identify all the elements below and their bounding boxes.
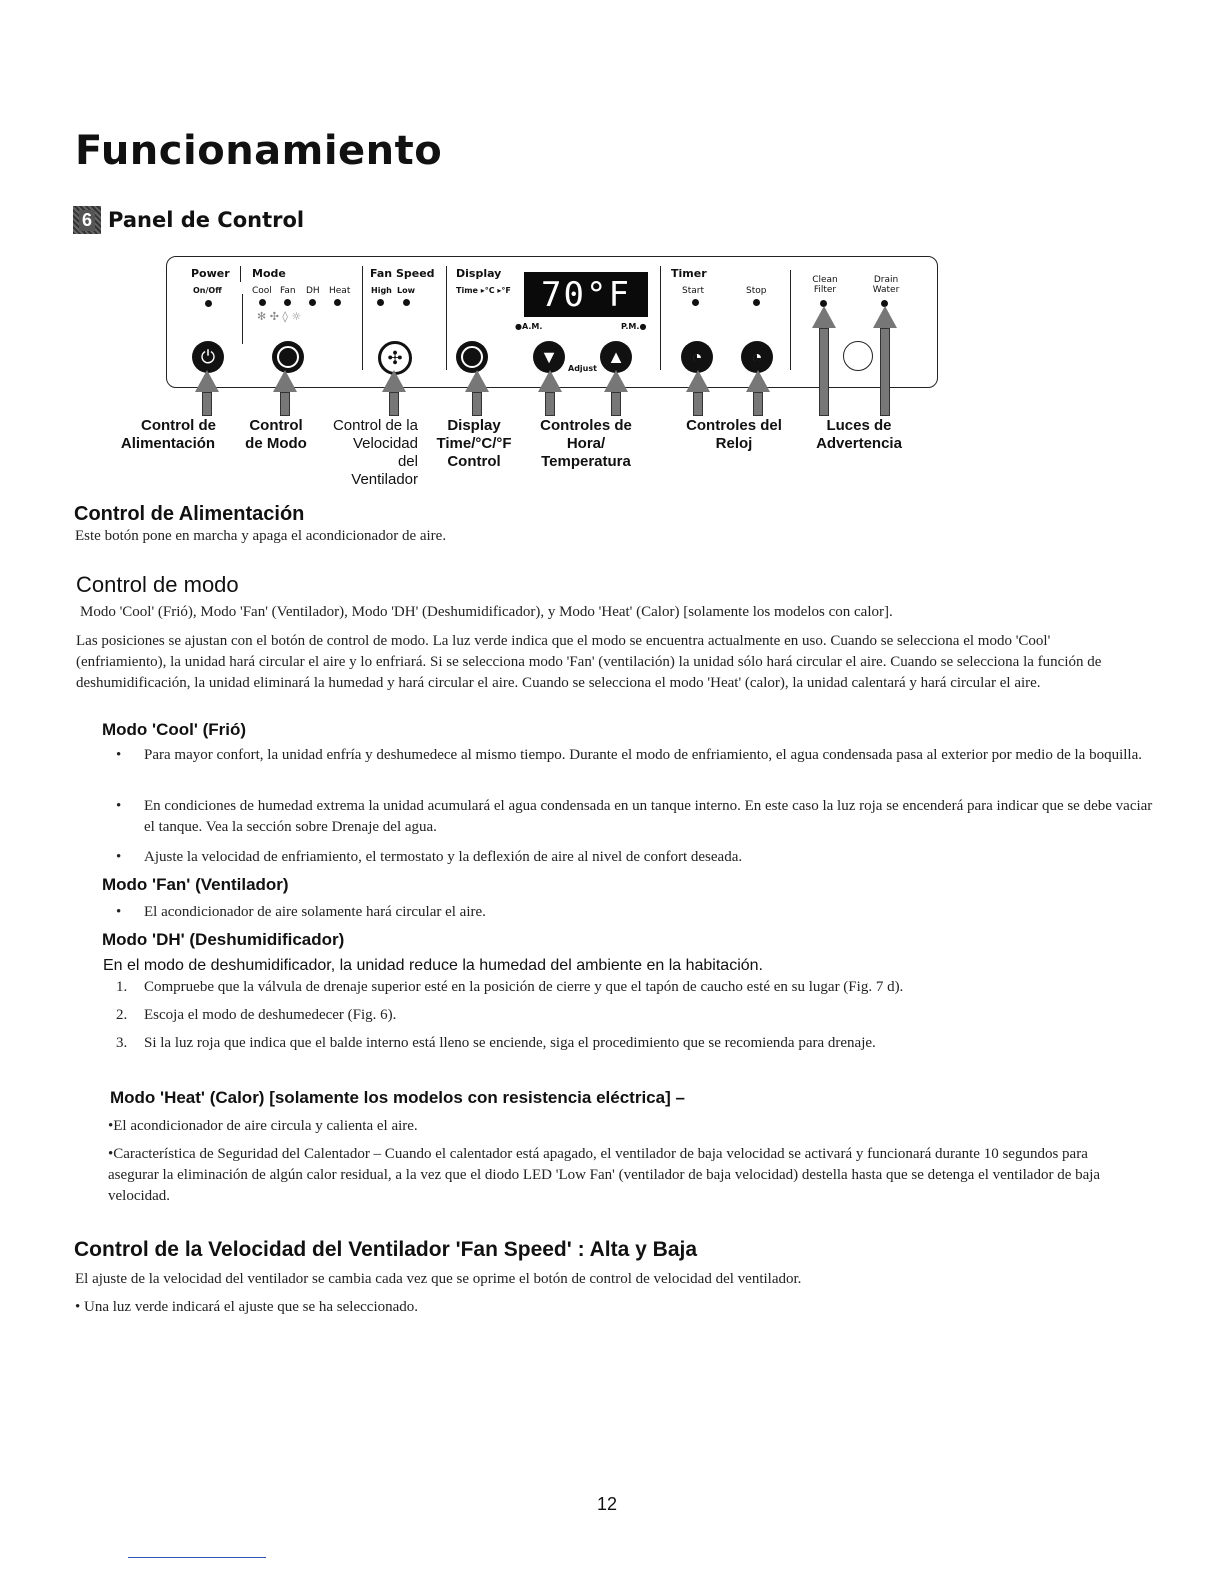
- mode-label: Mode: [252, 267, 286, 280]
- section-number-badge: 6: [73, 206, 101, 234]
- mode-option-fan: Fan: [280, 286, 296, 296]
- timer-start-label: Start: [682, 286, 704, 296]
- timer-label: Timer: [671, 267, 707, 280]
- divider: [446, 266, 447, 370]
- section-heading: [73, 206, 304, 234]
- mode-led: [309, 299, 316, 306]
- timer-start-led: [692, 299, 699, 306]
- pm-indicator: P.M.●: [621, 322, 647, 331]
- cool-bullet: • Ajuste la velocidad de enfriamiento, el termostato y la deflexión de aire al nivel de confort deseada.: [116, 849, 743, 865]
- fan-heading: Modo 'Fan' (Ventilador): [102, 875, 289, 894]
- divider: [242, 294, 243, 344]
- fan-speed-section-heading: Control de la Velocidad del Ventilador 'Fan Speed' : Alta y Baja: [74, 1238, 698, 1261]
- display-sub-label: Time ▸°C ▸°F: [456, 286, 511, 295]
- timer-stop-label: Stop: [746, 286, 767, 296]
- mode-led: [259, 299, 266, 306]
- power-section-text: Este botón pone en marcha y apaga el acondicionador de aire.: [75, 528, 447, 544]
- mode-option-heat: Heat: [329, 286, 351, 296]
- fan-speed-section-text: El ajuste de la velocidad del ventilador se cambia cada vez que se oprime el botón de control de velocidad del ventilador.: [75, 1271, 802, 1287]
- heat-bullet: •Característica de Seguridad del Calentador – Cuando el calentador está apagado, el ventilador de baja velocidad se activará y funcionará durante 10 segundos para asegurar la eliminación de algún calor residual, a la vez que el diodo LED 'Low Fan' (ventilador de baja velocidad) destella hasta que se detenga el ventilador de baja velocidad.: [108, 1146, 1101, 1204]
- divider: [240, 266, 241, 282]
- dh-step: 1. Compruebe que la válvula de drenaje superior esté en la posición de cierre y que el tapón de caucho esté en su lugar (Fig. 7 d).: [116, 979, 904, 995]
- mode-section-intro: Modo 'Cool' (Frió), Modo 'Fan' (Ventilador), Modo 'DH' (Deshumidificador), y Modo 'Heat' (Calor) [solamente los modelos con calor].: [80, 604, 893, 620]
- fan-speed-section-bullet: • Una luz verde indicará el ajuste que se ha seleccionado.: [75, 1299, 419, 1315]
- fan-speed-led: [377, 299, 384, 306]
- callout-time-temp: Controles de Hora/ Temperatura: [540, 417, 632, 470]
- page-title: Funcionamiento: [75, 128, 443, 174]
- fan-speed-button[interactable]: ✣: [378, 341, 412, 375]
- power-led: [205, 300, 212, 307]
- timer-start-button[interactable]: ◔: [681, 341, 713, 373]
- callout-warning-lights: Luces de Advertencia: [816, 417, 902, 452]
- dh-step: 3. Si la luz roja que indica que el balde interno está lleno se enciende, siga el procedimiento que se recomienda para drenaje.: [116, 1035, 876, 1051]
- timer-stop-led: [753, 299, 760, 306]
- clean-filter-label: Clean Filter: [812, 275, 838, 295]
- display-label: Display: [456, 267, 502, 280]
- mode-section-heading: Control de modo: [76, 572, 239, 597]
- mode-icons: ✻ ✣ ◊ ☼: [257, 310, 302, 323]
- divider: [790, 270, 791, 370]
- adjust-down-button[interactable]: ▼: [533, 341, 565, 373]
- callout-power: Control de Alimentación: [120, 417, 216, 452]
- timer-stop-button[interactable]: ◔: [741, 341, 773, 373]
- adjust-up-button[interactable]: ▲: [600, 341, 632, 373]
- warning-light-ring: [843, 341, 873, 371]
- dh-intro: En el modo de deshumidificador, la unidad reduce la humedad del ambiente en la habitación.: [103, 957, 763, 974]
- drain-water-label: Drain Water: [872, 275, 900, 295]
- callout-mode: Control de Modo: [245, 417, 307, 452]
- callout-display: Display Time/°C/°F Control: [436, 417, 512, 470]
- display-button[interactable]: [456, 341, 488, 373]
- cool-bullet: • Para mayor confort, la unidad enfría y deshumedece al mismo tiempo. Durante el modo de enfriamiento, el agua condensada pasa al exterior por medio de la boquilla.: [116, 747, 1142, 763]
- fan-speed-high: High: [371, 286, 392, 295]
- mode-option-dh: DH: [306, 286, 320, 296]
- footer-rule: [128, 1557, 266, 1558]
- fan-bullet: • El acondicionador de aire solamente hará circular el aire.: [116, 904, 486, 920]
- dh-step: 2. Escoja el modo de deshumedecer (Fig. 6).: [116, 1007, 397, 1023]
- mode-led: [334, 299, 341, 306]
- cool-heading: Modo 'Cool' (Frió): [102, 720, 247, 739]
- temperature-display: 70°F: [524, 272, 648, 317]
- mode-section-body: Las posiciones se ajustan con el botón de control de modo. La luz verde indica que el modo se encuentra actualmente en uso. Cuando se selecciona el modo 'Cool' (enfriamiento), la unidad hará circular el aire y lo enfriará. Si se selecciona modo 'Fan' (ventilación) la unidad sólo hará circular el aire. Cuando se selecciona la función de deshumidificación, la unidad eliminará la humedad y hará circular el aire. Cuando se selecciona el modo 'Heat' (calor), la unidad calentará y hará circular el aire.: [76, 633, 1102, 691]
- divider: [660, 266, 661, 370]
- mode-led: [284, 299, 291, 306]
- mode-button[interactable]: [272, 341, 304, 373]
- heat-heading: Modo 'Heat' (Calor) [solamente los modelos con resistencia eléctrica] –: [110, 1088, 685, 1107]
- fan-speed-led: [403, 299, 410, 306]
- power-section-heading: Control de Alimentación: [74, 503, 305, 525]
- am-indicator: ●A.M.: [515, 322, 543, 331]
- callout-fan-speed: Control de la Velocidad del Ventilador: [332, 417, 418, 488]
- power-button[interactable]: ⏻: [192, 341, 224, 373]
- fan-speed-label: Fan Speed: [370, 267, 435, 280]
- divider: [362, 266, 363, 370]
- power-label: Power: [191, 267, 230, 280]
- heat-bullet: •El acondicionador de aire circula y calienta el aire.: [108, 1118, 418, 1134]
- mode-option-cool: Cool: [252, 286, 272, 296]
- section-title: Panel de Control: [108, 208, 305, 232]
- dh-heading: Modo 'DH' (Deshumidificador): [102, 930, 345, 949]
- cool-bullet: • En condiciones de humedad extrema la unidad acumulará el agua condensada en un tanque interno. En este caso la luz roja se encenderá para indicar que se debe vaciar el tanque. Vea la sección sobre Drenaje del agua.: [116, 798, 1153, 835]
- power-sub-label: On/Off: [193, 286, 222, 295]
- fan-speed-low: Low: [397, 286, 415, 295]
- adjust-label: Adjust: [568, 364, 597, 373]
- callout-clock: Controles del Reloj: [686, 417, 782, 452]
- page-number: 12: [597, 1494, 618, 1514]
